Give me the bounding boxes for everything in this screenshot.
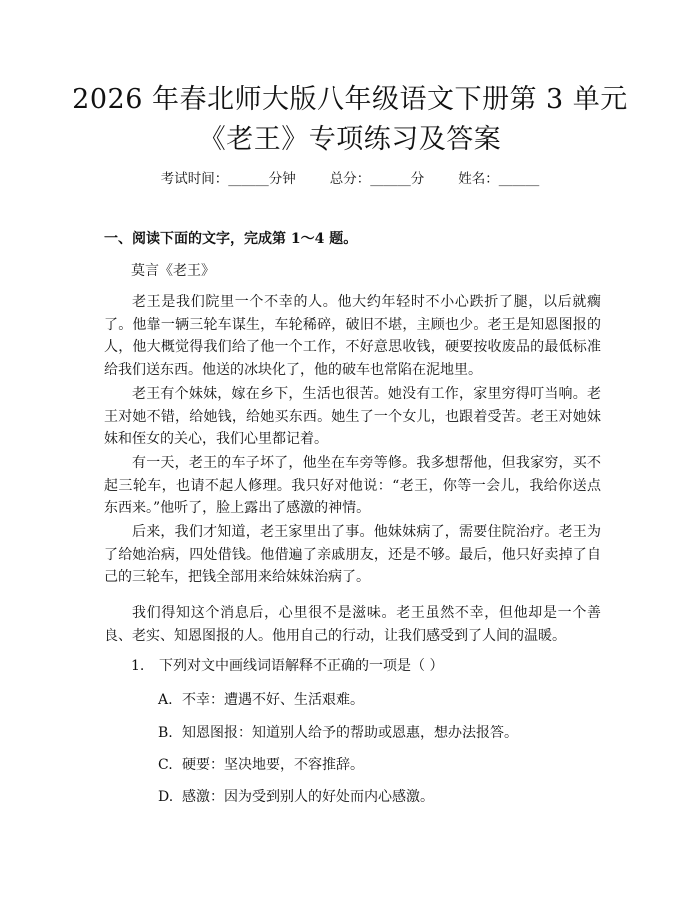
passage-paragraph-4: 后来，我们才知道，老王家里出了事。他妹妹病了，需要住院治疗。老王为了给她治病，四处借钱。他借遍了亲戚朋友，还是不够。最后，他只好卖掉了自己的三轮车，把钱全部用来给妹妹治病了。 xyxy=(104,524,601,585)
option-text: 感激：因为受到别人的好处而内心感激。 xyxy=(182,789,434,805)
passage-paragraph-1: 老王是我们院里一个不幸的人。他大约年轻时不小心跌折了腿，以后就瘸了。他靠一辆三轮车谋生，车轮稀碎，破旧不堪，主顾也少。老王是知恩图报的人，他大概觉得我们给了他一个工作，不好意思收钱，硬要按收废品的最低标准给我们送东西。他送的冰块化了，他的破车也常陷在泥地里。 xyxy=(104,294,601,378)
passage-source: 莫言《老王》 xyxy=(131,263,215,279)
passage-paragraph-2: 老王有个妹妹，嫁在乡下，生活也很苦。她没有工作，家里穷得叮当响。老王对她不错，给她钱，给她买东西。她生了一个女儿，也跟着受苦。老王对她妹妹和侄女的关心，我们心里都记着。 xyxy=(104,386,601,447)
option-a xyxy=(158,690,364,710)
option-key: A. xyxy=(158,692,173,708)
question-1 xyxy=(131,656,443,676)
option-key: D. xyxy=(158,789,174,805)
option-key: B. xyxy=(158,725,173,741)
exam-time-field: 考试时间：______分钟 xyxy=(160,171,296,187)
option-key: C. xyxy=(158,757,173,773)
exam-score-field: 总分：______分 xyxy=(329,171,425,187)
option-b xyxy=(158,723,518,743)
document-title-line1: 2026 年春北师大版八年级语文下册第 3 单元 xyxy=(72,84,628,115)
passage-paragraph-3: 有一天，老王的车子坏了，他坐在车旁等修。我多想帮他，但我家穷，买不起三轮车，也请不起人修理。我只好对他说：“老王，你等一会儿，我给你送点东西来。”他听了，脸上露出了感激的神情。 xyxy=(104,455,601,516)
option-d xyxy=(158,787,434,807)
exam-info-bar xyxy=(0,169,700,189)
option-c xyxy=(158,755,364,775)
document-title-line2: 《老王》专项练习及答案 xyxy=(198,124,502,155)
exam-name-field: 姓名：______ xyxy=(458,171,540,187)
option-text: 硬要：坚决地要，不容推辞。 xyxy=(182,757,364,773)
question-text: 下列对文中画线词语解释不正确的一项是（ ） xyxy=(159,658,444,674)
section-number: 一、 xyxy=(104,231,132,247)
option-text: 知恩图报：知道别人给予的帮助或恩惠，想办法报答。 xyxy=(182,725,518,741)
passage-paragraph-5: 我们得知这个消息后，心里很不是滋味。老王虽然不幸，但他却是一个善良、老实、知恩图报的人。他用自己的行动，让我们感受到了人间的温暖。 xyxy=(104,605,601,644)
section-heading xyxy=(104,229,357,249)
option-text: 不幸：遭遇不好、生活艰难。 xyxy=(182,692,364,708)
question-number: 1. xyxy=(131,658,145,674)
section-instruction: 阅读下面的文字，完成第 1～4 题。 xyxy=(132,231,358,247)
